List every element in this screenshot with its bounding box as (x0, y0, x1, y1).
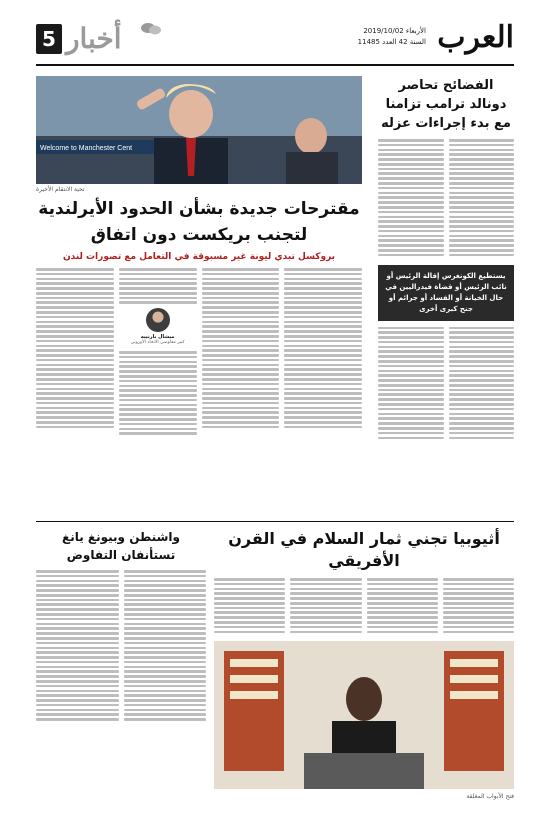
issue-date: الأربعاء 2019/10/02 (363, 27, 426, 35)
story-ethiopia (214, 528, 514, 800)
main-kicker: بروكسل تبدي ليونة غير مسبوقة في التعامل مع تصورات لندن (62, 252, 336, 262)
abiy-ahmed-illustration (214, 641, 514, 789)
main-headline: مقترحات جديدة بشأن الحدود الأيرلندية لتجنب بريكست دون اتفاق (38, 199, 360, 245)
section-divider (36, 521, 514, 522)
author-name: ميشال بارنييه (140, 334, 175, 341)
main-story-brexit (36, 196, 362, 437)
side-headline: الفضائح تحاصر دونالد ترامب تزامنا مع بدء إجراءات عزله (381, 78, 511, 131)
page-number: 5 (36, 24, 62, 54)
issue-number: السنة 42 العدد 11485 (357, 38, 426, 46)
story-us-north-korea (36, 528, 206, 723)
main-body (36, 268, 362, 437)
side-body (378, 139, 514, 259)
side-pullquote: يستطيع الكونغرس إقالة الرئيس أو نائب الرئيس أو قضاة فيدراليين في حال الخيانة أو الفساد أو جرائم أو جنح كبرى أخرى (378, 265, 514, 321)
ethiopia-body (214, 578, 514, 635)
newspaper-logo: العرب (437, 20, 514, 55)
sign-text: Welcome to Manchester Cent (40, 145, 133, 152)
top-photo-caption: تحية الانتقام الأخيرة (36, 186, 85, 193)
side-story-trump (378, 76, 514, 441)
author-box (119, 308, 197, 345)
author-title: كبير مفاوضي الاتحاد الأوروبي (130, 340, 185, 346)
ethiopia-caption: فتح الأبواب المغلقة (466, 793, 514, 801)
issue-info (358, 26, 426, 48)
masthead (36, 14, 514, 66)
speech-bubble-icon (140, 22, 162, 38)
side-body-continued (378, 327, 514, 442)
top-photo (36, 76, 362, 184)
us-body (36, 570, 206, 723)
section-title: أخبار (66, 22, 122, 55)
author-photo (146, 308, 170, 332)
us-headline: واشنطن وبيونغ يانغ تستأنفان التفاوض (62, 530, 180, 562)
ethiopia-headline: أثيوبيا تجني ثمار السلام في القرن الأفريقي (228, 529, 500, 570)
johnson-salute-illustration (36, 76, 362, 184)
ethiopia-photo (214, 641, 514, 789)
